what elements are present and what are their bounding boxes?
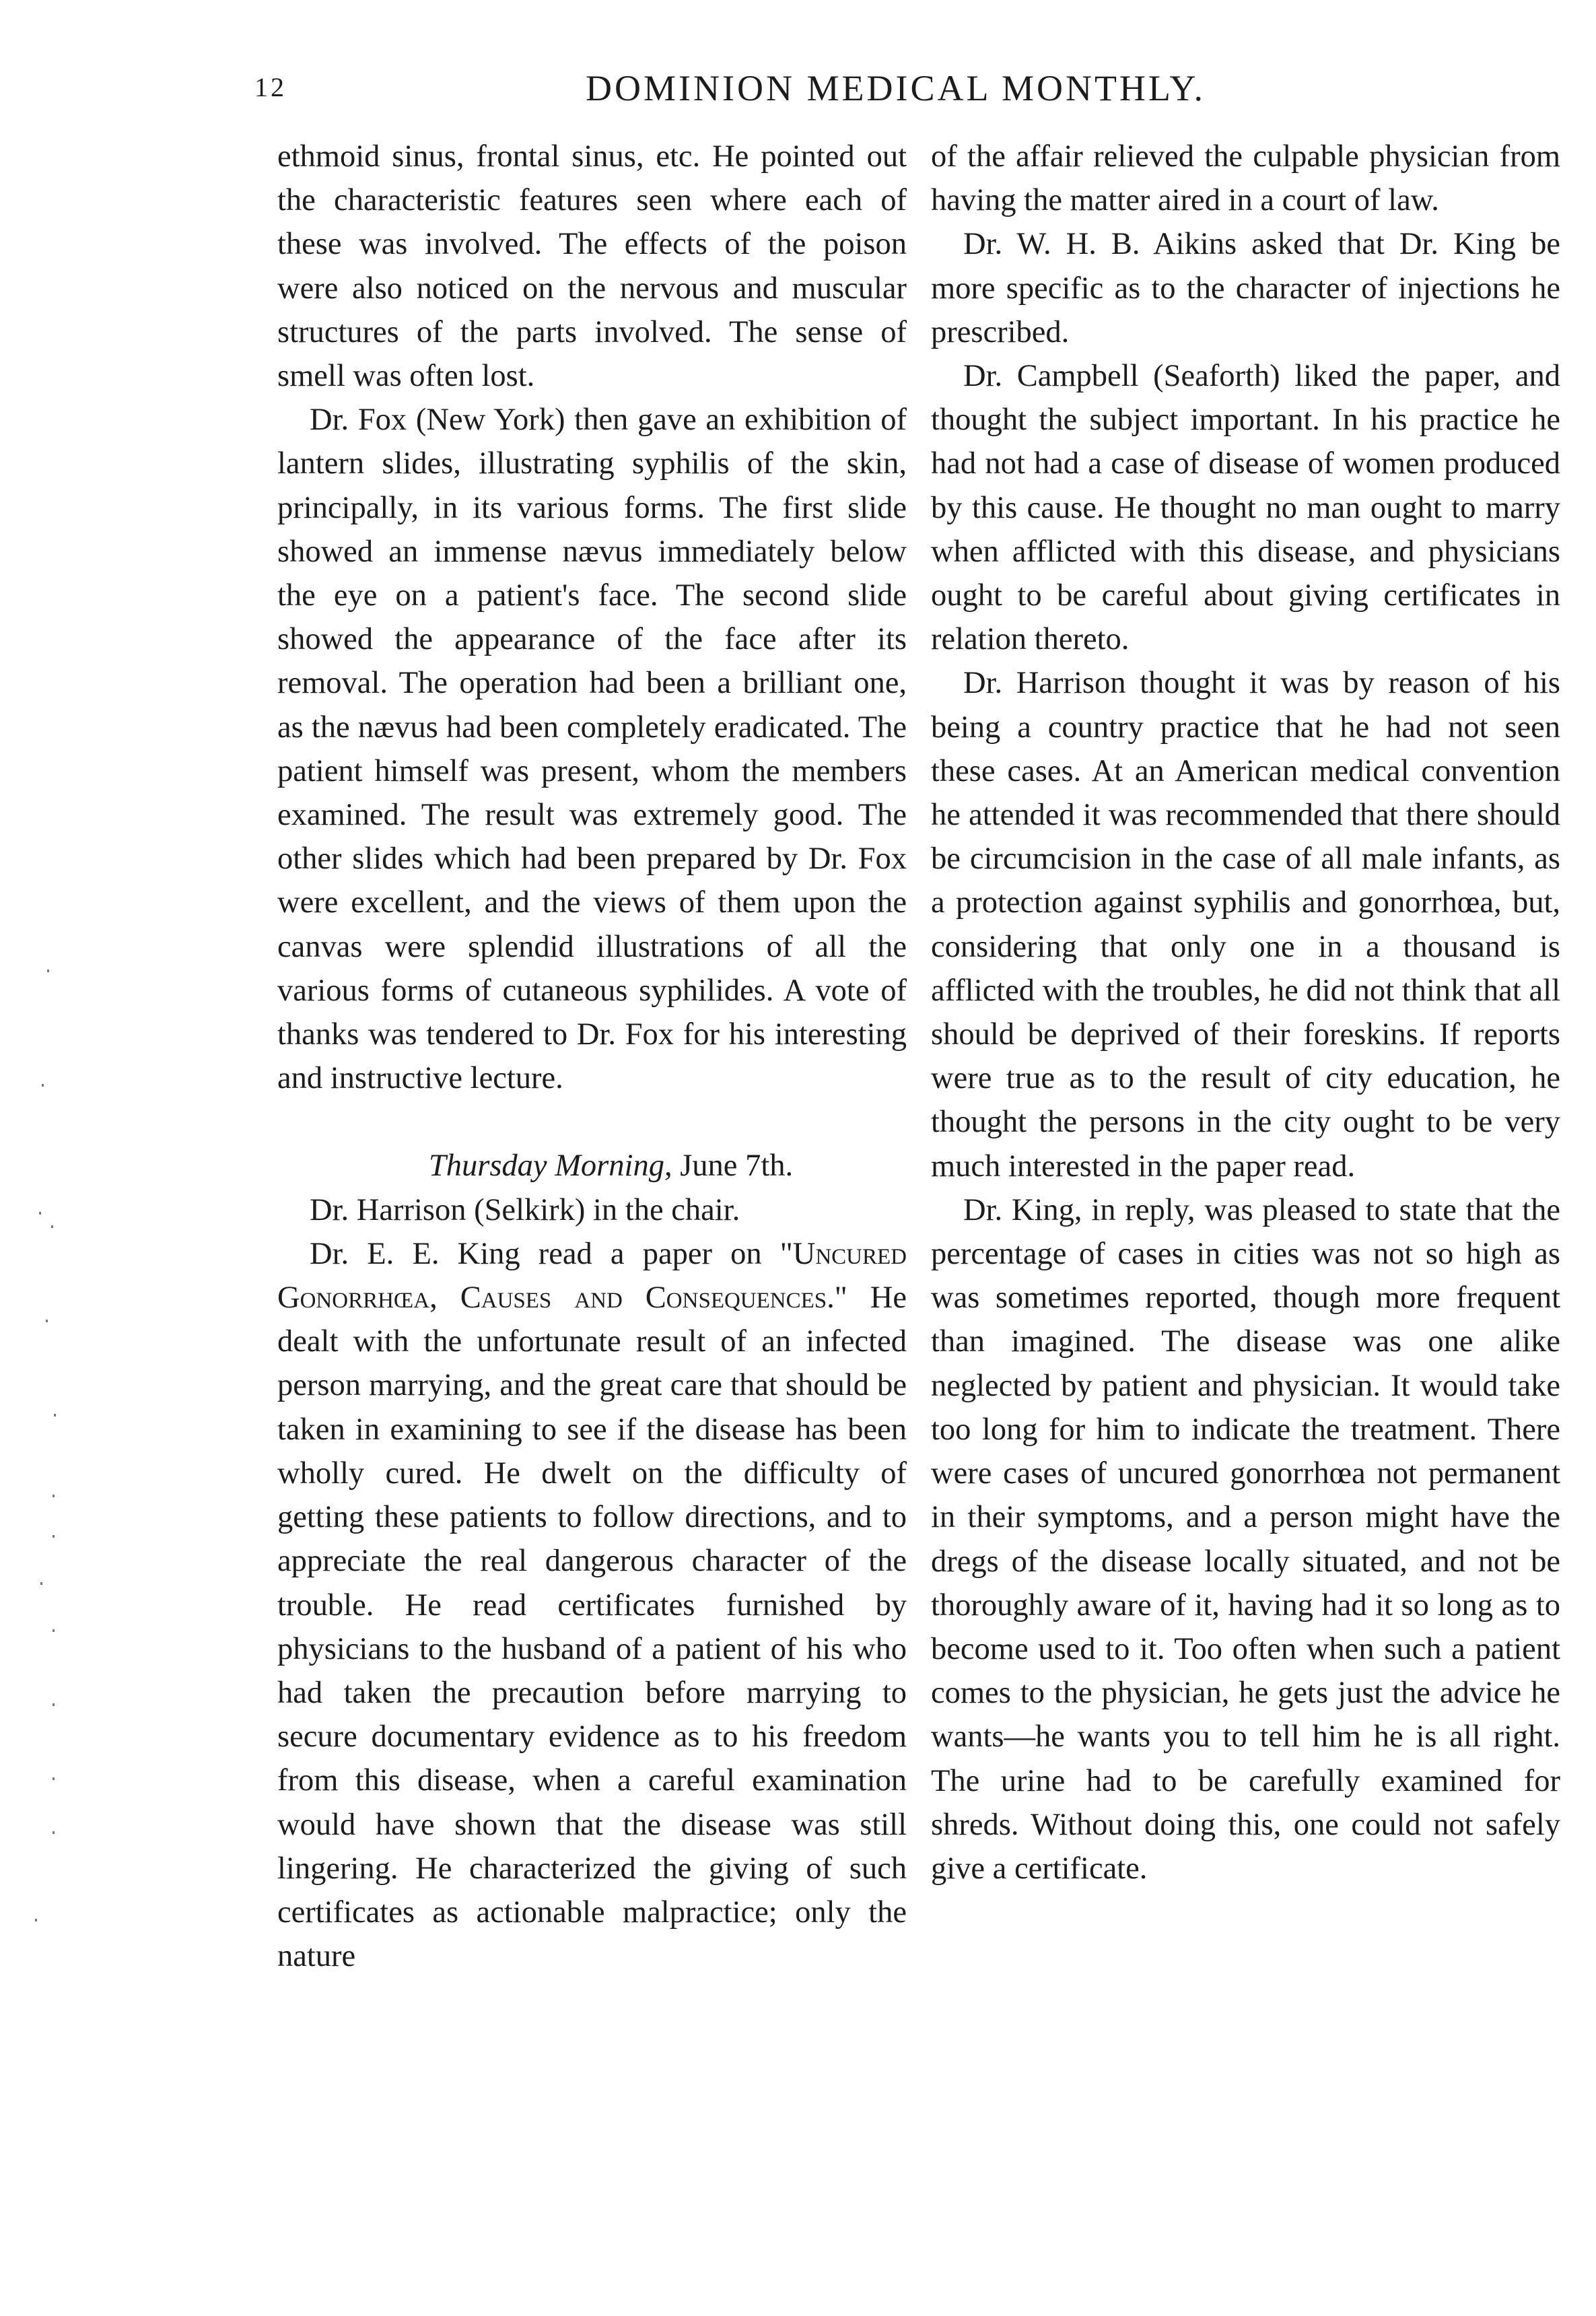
speck: [53, 1495, 55, 1497]
speck: [47, 969, 49, 972]
margin-specks: [27, 943, 81, 2087]
right-paragraph-4: Dr. Harrison thought it was by reason of his being a country practice that he had not seen these cases. At an American medical convention he attended it was recommended that there should be circumcision in the case of all male infants, as a protection against syphilis and gonorrhœa, but, considering that only one in a thousand is afflicted with the troubles, he did not think that all should be deprived of their foreskins. If reports were true as to the result of city education, he thought the persons in the city ought to be very much interested in the paper read.: [931, 666, 1560, 1184]
dateline-date: June 7th.: [680, 1149, 794, 1184]
speck: [42, 1084, 44, 1087]
speck: [46, 1320, 48, 1322]
speck: [51, 1225, 53, 1228]
left-paragraph-2: Dr. Fox (New York) then gave an exhibition of lantern slides, illustrating syphilis of the skin, principally, in its various forms. The first slide showed an immense nævus immediately below the eye on a patient's face. The second slide showed the appearance of the face after its removal. The operation had been a brilliant one, as the nævus had been completely eradicated. The patient himself was present, whom the members examined. The result was extremely good. The other slides which had been prepared by Dr. Fox were excellent, and the views of them upon the canvas were splendid illustrations of all the various forms of cutaneous syphilides. A vote of thanks was tendered to Dr. Fox for his interesting and instructive lecture.: [277, 403, 907, 1096]
speck: [54, 1414, 56, 1417]
paper-title: Uncured Gonorrhœa, Causes and Consequences.: [277, 1236, 907, 1316]
speck: [35, 1919, 37, 1921]
right-column: [931, 135, 1560, 1891]
page-number: 12: [254, 72, 287, 102]
right-paragraph-1: of the affair relieved the culpable physician from having the matter aired in a court of law.: [931, 139, 1560, 218]
left-paragraph-1: ethmoid sinus, frontal sinus, etc. He pointed out the characteristic features seen where each of these was involved. The effects of the poison were also noticed on the nervous and muscular structures of the parts involved. The sense of smell was often lost.: [277, 139, 907, 394]
left-column: [277, 135, 907, 1978]
session-dateline: [277, 1144, 907, 1188]
right-paragraph-3: Dr. Campbell (Seaforth) liked the paper, and thought the subject important. In his practice he had not had a case of disease of women produced by this cause. He thought no man ought to marry when afflicted with this disease, and physicians ought to be careful about giving certificates in relation thereto.: [931, 359, 1560, 657]
page-header: [0, 67, 1596, 121]
speck: [39, 1212, 41, 1215]
running-title: DOMINION MEDICAL MONTHLY.: [586, 68, 1206, 108]
speck: [53, 1629, 55, 1632]
dateline-day: Thursday Morning,: [428, 1149, 672, 1184]
paper-intro: Dr. E. E. King read a paper on ": [310, 1236, 793, 1271]
right-paragraph-5: Dr. King, in reply, was pleased to state that the percentage of cases in cities was not so high as was sometimes reported, though more frequent than imagined. The disease was one alike neglected by patient and physician. It would take too long for him to indicate the treatment. There were cases of uncured gonorrhœa not permanent in their symptoms, and a person might have the dregs of the disease locally situated, and not be thoroughly aware of it, having had it so long as to become used to it. Too often when such a patient comes to the physician, he gets just the advice he wants—he wants you to tell him he is all right. The urine had to be carefully examined for shreds. Without doing this, one could not safely give a certificate.: [931, 1192, 1560, 1886]
right-paragraph-2: Dr. W. H. B. Aikins asked that Dr. King be more specific as to the character of injections he prescribed.: [931, 227, 1560, 349]
left-paragraph-3: [277, 1232, 907, 1978]
paper-summary: " He dealt with the unfortunate result of an infected person marrying, and the great care that should be taken in examining to see if the disease has been wholly cured. He dwelt on the difficulty of getting these patients to follow directions, and to appreciate the real dangerous character of the trouble. He read certificates furnished by physicians to the husband of a patient of his who had taken the precaution before marrying to secure documentary evidence as to his freedom from this disease, when a careful examination would have shown that the disease was still lingering. He characterized the giving of such certificates as actionable malpractice; only the nature: [277, 1281, 907, 1974]
speck: [53, 1703, 55, 1706]
speck: [53, 1535, 55, 1538]
chair-note: Dr. Harrison (Selkirk) in the chair.: [310, 1192, 740, 1227]
speck: [53, 1831, 55, 1834]
speck: [40, 1582, 42, 1585]
speck: [53, 1777, 55, 1780]
